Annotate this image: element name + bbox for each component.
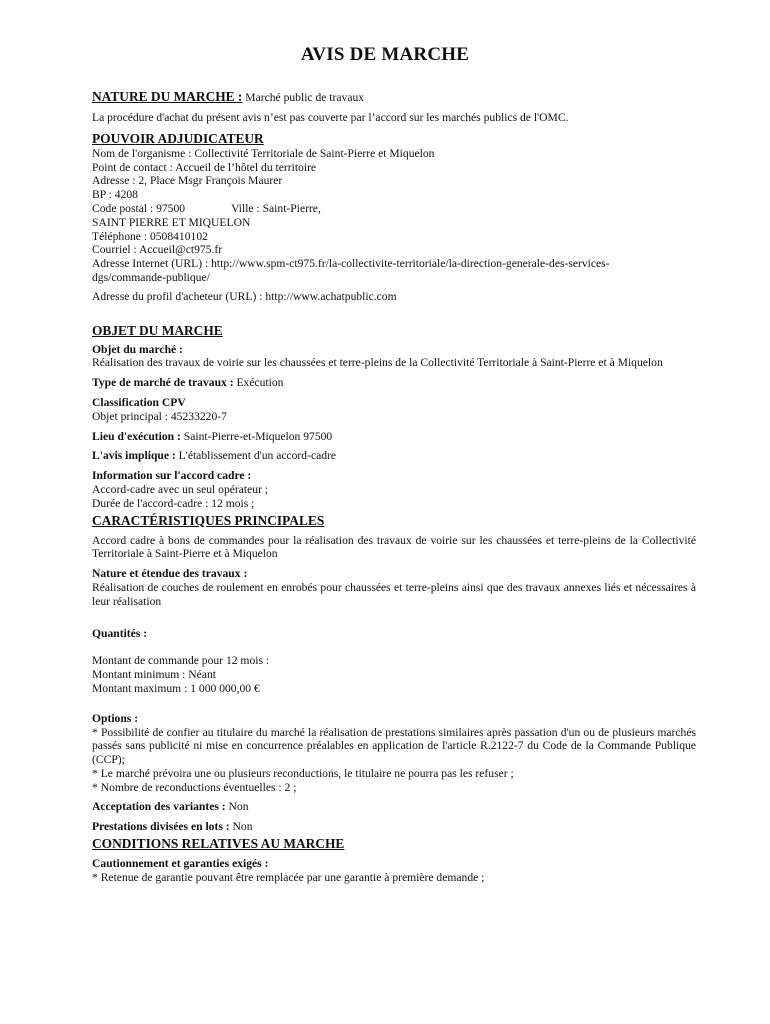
travaux-nature-text: Réalisation de couches de roulement en enrobés pour chaussées et terre-pleins ainsi que des travaux annexes liés et nécessaires à leur réalisation bbox=[92, 580, 696, 608]
type-row bbox=[92, 376, 696, 390]
conditions-heading: CONDITIONS RELATIVES AU MARCHE bbox=[92, 836, 345, 852]
phone: Téléphone : 0508410102 bbox=[92, 229, 208, 243]
options-label: Options : bbox=[92, 711, 139, 725]
organisme-name: Nom de l'organisme : Collectivité Territoriale de Saint-Pierre et Miquelon bbox=[92, 146, 435, 160]
territory: SAINT PIERRE ET MIQUELON bbox=[92, 215, 251, 229]
caracteristiques-intro: Accord cadre à bons de commandes pour la réalisation des travaux de voirie sur les chaussées et terre-pleins de la Collectivité Territoriale à Saint-Pierre et à Miquelon bbox=[92, 533, 696, 561]
options-line1: * Possibilité de confier au titulaire du marché la réalisation de prestations similaires après passation d'un ou de plusieurs marchés passés sans publicité ni mise en concurrence préalables en application de l'article R.2122-7 du Code de la Commande Publique (CCP); bbox=[92, 725, 696, 767]
address: Adresse : 2, Place Msgr François Maurer bbox=[92, 174, 283, 188]
omc-note: La procédure d'achat du présent avis n’est pas couverte par l’accord sur les marchés publics de l'OMC. bbox=[92, 111, 569, 124]
page-title: AVIS DE MARCHE bbox=[300, 44, 470, 65]
lots-row bbox=[92, 820, 696, 834]
lieu-label: Lieu d'exécution : bbox=[92, 429, 181, 443]
accord-info-label: Information sur l'accord cadre : bbox=[92, 469, 252, 483]
montant-line3: Montant maximum : 1 000 000,00 € bbox=[92, 681, 260, 695]
document-body bbox=[92, 89, 696, 885]
travaux-nature-label: Nature et étendue des travaux : bbox=[92, 567, 248, 581]
caracteristiques-heading: CARACTÉRISTIQUES PRINCIPALES bbox=[92, 512, 325, 528]
options-line2: * Le marché prévoira une ou plusieurs reconductions, le titulaire ne pourra pas les refuser ; bbox=[92, 766, 514, 780]
city: Ville : Saint-Pierre, bbox=[231, 201, 321, 215]
objet-label: Objet du marché : bbox=[92, 342, 183, 356]
cpv-value: Objet principal : 45233220-7 bbox=[92, 409, 227, 423]
variantes-value: Non bbox=[225, 800, 249, 814]
nature-heading: NATURE DU MARCHE : bbox=[92, 89, 243, 104]
quantites-label: Quantités : bbox=[92, 626, 148, 640]
lieu-row bbox=[92, 430, 696, 444]
caution-line1: * Retenue de garantie pouvant être remplacée par une garantie à première demande ; bbox=[92, 870, 485, 884]
nature-section bbox=[92, 89, 696, 105]
postal-code: Code postal : 97500 bbox=[92, 201, 186, 215]
po-box: BP : 4208 bbox=[92, 188, 138, 202]
variantes-row bbox=[92, 800, 696, 814]
lots-value: Non bbox=[229, 820, 253, 834]
cpv-label: Classification CPV bbox=[92, 395, 186, 409]
avis-value: L'établissement d'un accord-cadre bbox=[175, 449, 337, 463]
website-url-line1: Adresse Internet (URL) : http://www.spm-ct975.fr/la-collectivite-territoriale/la-direction-generale-des-services- bbox=[92, 257, 610, 271]
nature-value: Marché public de travaux bbox=[242, 91, 365, 104]
accord-info-line1: Accord-cadre avec un seul opérateur ; bbox=[92, 482, 269, 496]
objet-heading: OBJET DU MARCHE bbox=[92, 322, 223, 338]
avis-label: L'avis implique : bbox=[92, 449, 176, 463]
type-value: Exécution bbox=[233, 376, 284, 390]
postal-city-row bbox=[92, 202, 696, 216]
contact-point: Point de contact : Accueil de l’hôtel du territoire bbox=[92, 160, 317, 174]
website-url-line2: dgs/commande-publique/ bbox=[92, 270, 210, 284]
pouvoir-heading: POUVOIR ADJUDICATEUR bbox=[92, 130, 264, 146]
email: Courriel : Accueil@ct975.fr bbox=[92, 243, 223, 257]
montant-line2: Montant minimum : Néant bbox=[92, 668, 216, 682]
avis-row bbox=[92, 449, 696, 463]
lots-label: Prestations divisées en lots : bbox=[92, 820, 230, 834]
buyer-profile-url: Adresse du profil d'acheteur (URL) : http://www.achatpublic.com bbox=[92, 289, 397, 303]
accord-info-line2: Durée de l'accord-cadre : 12 mois ; bbox=[92, 496, 255, 510]
montant-line1: Montant de commande pour 12 mois : bbox=[92, 654, 270, 668]
variantes-label: Acceptation des variantes : bbox=[92, 800, 226, 814]
options-line3: * Nombre de reconductions éventuelles : 2 ; bbox=[92, 780, 297, 794]
type-label: Type de marché de travaux : bbox=[92, 376, 234, 390]
caution-label: Cautionnement et garanties exigés : bbox=[92, 857, 269, 871]
lieu-value: Saint-Pierre-et-Miquelon 97500 bbox=[180, 429, 333, 443]
objet-text: Réalisation des travaux de voirie sur les chaussées et terre-pleins de la Collectivité Territoriale à Saint-Pierre et à Miquelon bbox=[92, 356, 663, 370]
